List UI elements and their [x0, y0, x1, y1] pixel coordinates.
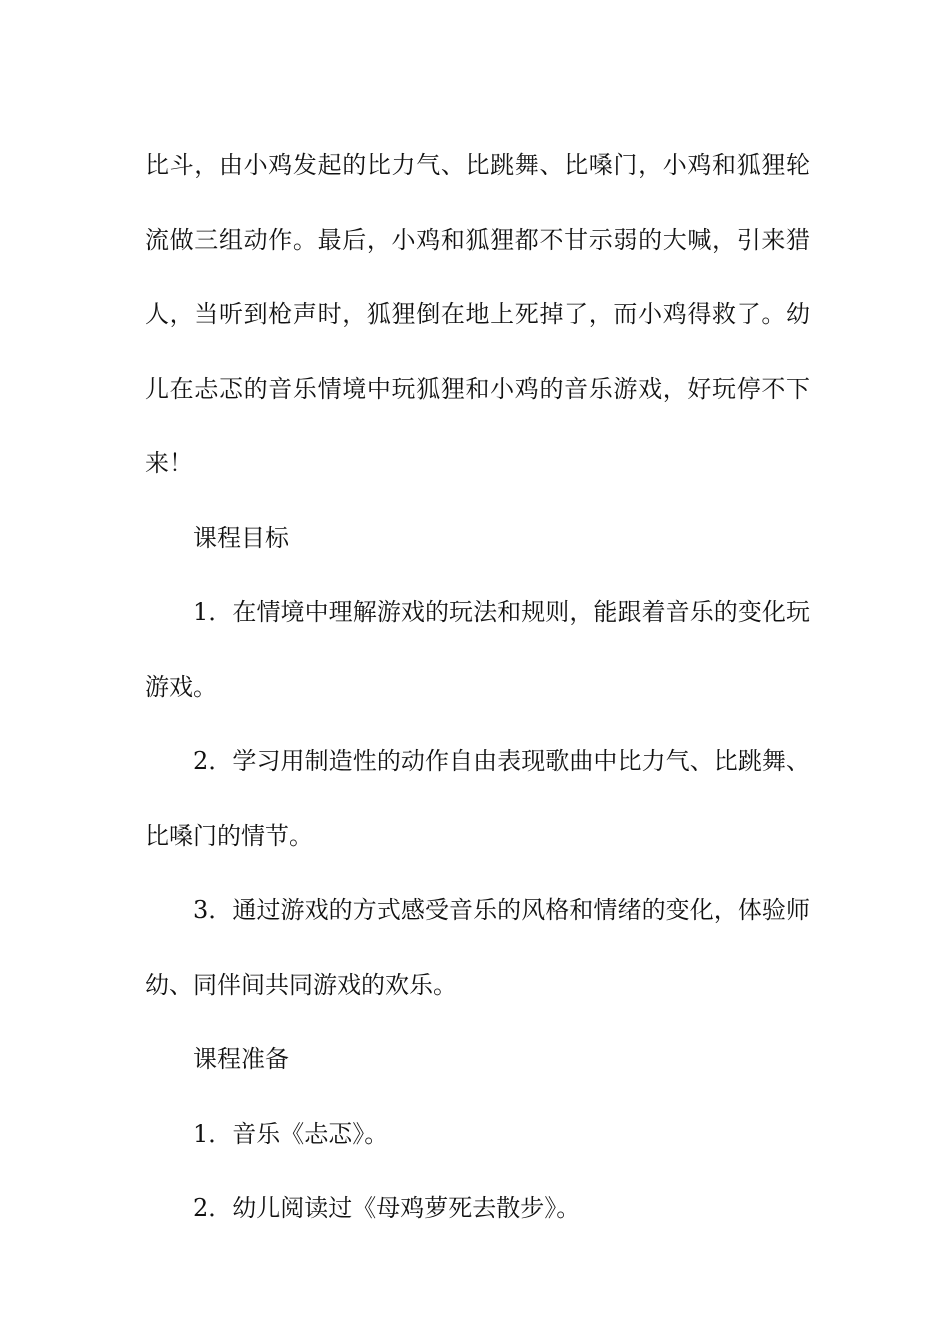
- section-heading-preparation: 课程准备: [193, 1045, 289, 1073]
- preparation-item-1: 1．音乐《忐忑》。: [193, 1119, 389, 1148]
- preparation-item-2: 2．幼儿阅读过《母鸡萝死去散步》。: [193, 1194, 581, 1222]
- story-paragraph: 比斗，由小鸡发起的比力气、比跳舞、比嗓门，小鸡和狐狸轮流做三组动作。最后，小鸡和狐狸都不甘示弱的大喊，引来猎人，当听到枪声时，狐狸倒在地上死掉了，而小鸡得救了。幼儿在忐忑的音乐情境中玩狐狸和小鸡的音乐游戏，好玩停不下来！: [145, 151, 810, 477]
- document-body: [145, 128, 810, 1246]
- goal-item-3: 3．通过游戏的方式感受音乐的风格和情绪的变化，体验师幼、同伴间共同游戏的欢乐。: [145, 896, 810, 999]
- goal-item-1: 1．在情境中理解游戏的玩法和规则，能跟着音乐的变化玩游戏。: [145, 598, 810, 701]
- section-heading-goals: 课程目标: [193, 523, 289, 552]
- goal-item-2: 2．学习用制造性的动作自由表现歌曲中比力气、比跳舞、比嗓门的情节。: [145, 747, 810, 850]
